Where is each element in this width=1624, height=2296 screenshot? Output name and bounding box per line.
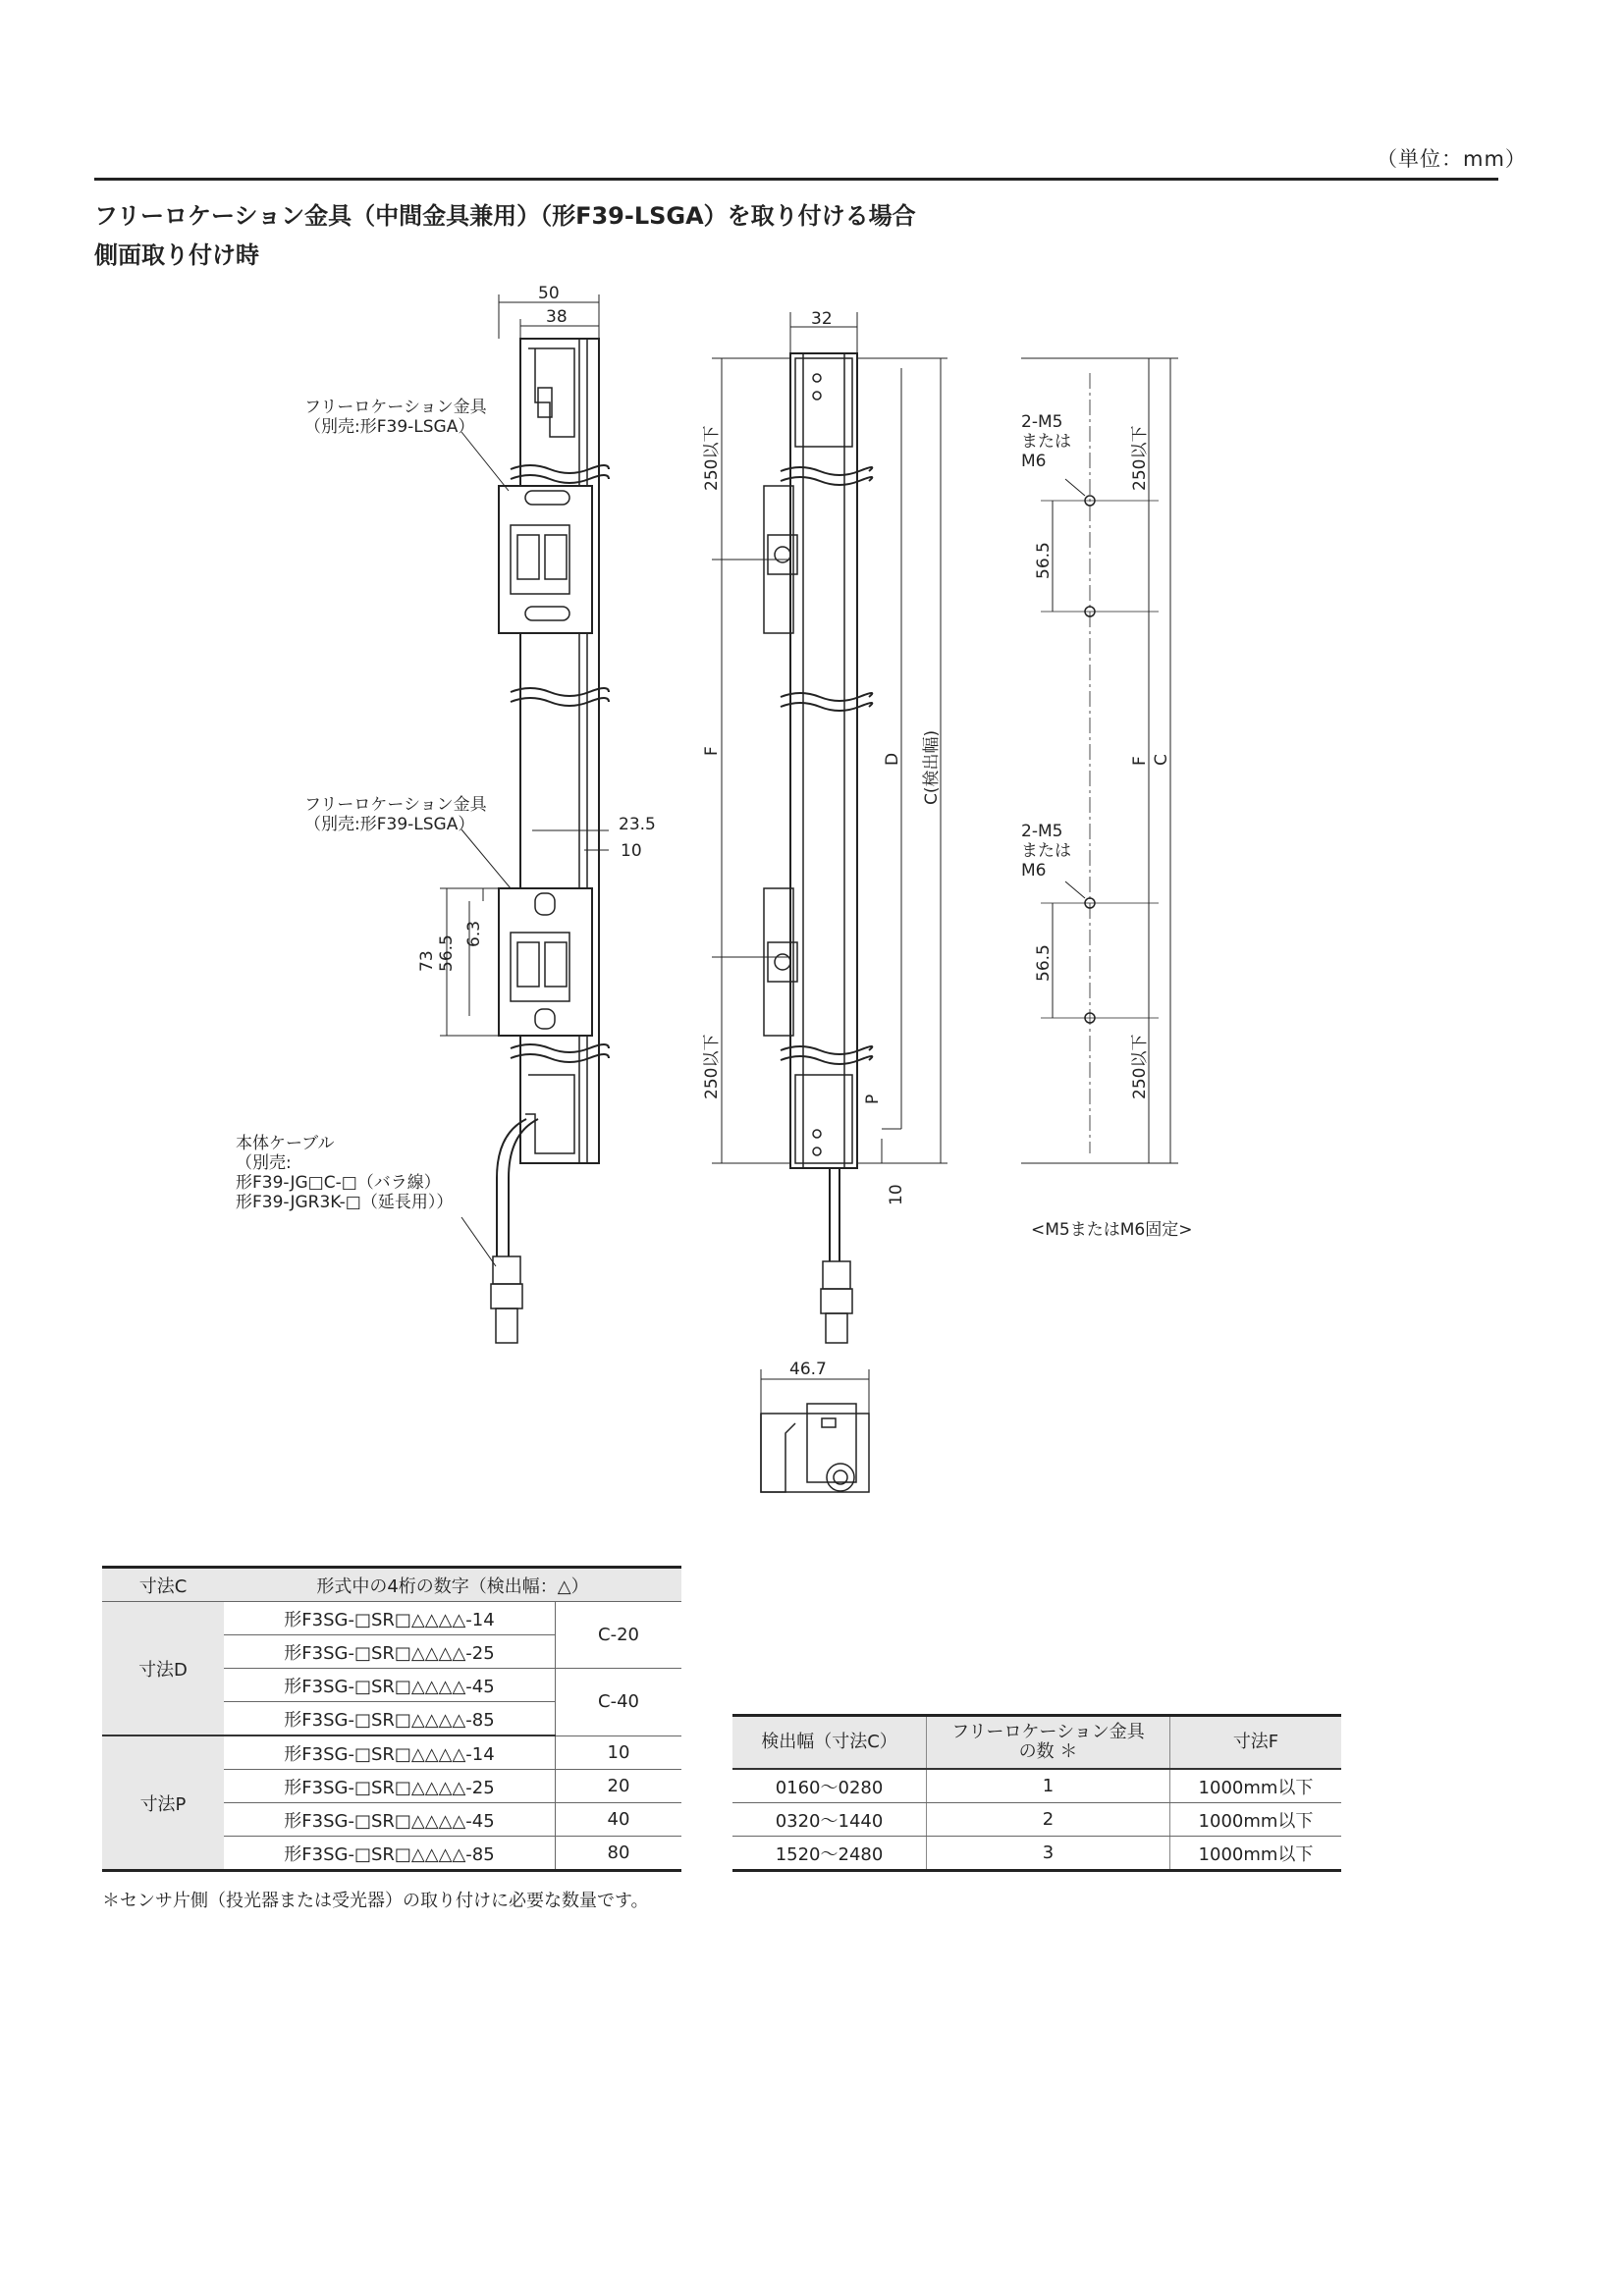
cable-label-3: 形F39-JG□C-□（バラ線） xyxy=(236,1173,441,1193)
table-row: 形F3SG-□SR□△△△△-85 xyxy=(284,1843,495,1865)
dim-250a: 250以下 xyxy=(702,425,722,491)
table-row: 形F3SG-□SR□△△△△-45 xyxy=(224,1669,556,1702)
dimension-table xyxy=(102,1566,681,1872)
table-cell: 80 xyxy=(556,1837,682,1871)
dim-250c: 250以下 xyxy=(1130,425,1150,491)
bracket-label-2b: （別売:形F39-LSGA） xyxy=(304,815,475,834)
dim-56-5c: 56.5 xyxy=(1034,944,1054,982)
dim-10a: 10 xyxy=(621,841,642,861)
table1-header-c: 寸法C xyxy=(102,1568,224,1602)
dim-23-5: 23.5 xyxy=(619,815,656,834)
hole-label-1c: M6 xyxy=(1021,452,1047,471)
hole-label-2b: または xyxy=(1021,841,1071,861)
dim-F: F xyxy=(702,746,722,756)
table-cell: 40 xyxy=(556,1803,682,1837)
table2-header-count xyxy=(927,1716,1170,1770)
hole-label-2c: M6 xyxy=(1021,861,1047,881)
table-cell: 2 xyxy=(927,1803,1170,1837)
table-cell: 20 xyxy=(556,1770,682,1803)
dim-46-7: 46.7 xyxy=(789,1360,827,1379)
dim-C-detect: C(検出幅) xyxy=(922,729,942,805)
dim-56-5b: 56.5 xyxy=(1034,542,1054,579)
bracket-label-2a: フリーロケーション金具 xyxy=(304,795,487,815)
table-row: 形F3SG-□SR□△△△△-14 xyxy=(224,1735,556,1770)
table-cell: 1000mm以下 xyxy=(1170,1803,1342,1837)
bracket-label-1a: フリーロケーション金具 xyxy=(304,398,487,417)
table2-header-count-b: の数 ＊ xyxy=(1018,1741,1078,1762)
bracket-count-table xyxy=(732,1714,1341,1872)
table-cell: 3 xyxy=(927,1837,1170,1871)
cable-label-2: （別売: xyxy=(236,1153,292,1173)
table-cell: 1000mm以下 xyxy=(1170,1837,1342,1871)
table-cell: 1000mm以下 xyxy=(1170,1769,1342,1803)
bracket-label-1b: （別売:形F39-LSGA） xyxy=(304,417,475,437)
dim-73: 73 xyxy=(417,950,437,972)
dim-250d: 250以下 xyxy=(1130,1034,1150,1099)
dim-F2: F xyxy=(1130,756,1150,766)
table-cell: 10 xyxy=(556,1735,682,1770)
cable-label-1: 本体ケーブル xyxy=(236,1134,335,1153)
table-cell: 1 xyxy=(927,1769,1170,1803)
fix-caption: <M5またはM6固定> xyxy=(1031,1220,1193,1240)
dim-10b: 10 xyxy=(887,1184,906,1205)
hole-label-2a: 2-M5 xyxy=(1021,822,1063,841)
hole-label-1a: 2-M5 xyxy=(1021,412,1063,432)
dim-50: 50 xyxy=(538,284,560,303)
table1-d-value: C-20 xyxy=(556,1602,682,1669)
table2-header-range: 検出幅（寸法C） xyxy=(732,1716,927,1770)
dim-38: 38 xyxy=(546,307,568,327)
table-cell: 0320～1440 xyxy=(732,1803,927,1837)
footnote: ＊センサ片側（投光器または受光器）の取り付けに必要な数量です。 xyxy=(102,1891,649,1911)
dim-250b: 250以下 xyxy=(702,1034,722,1099)
table-row: 形F3SG-□SR□△△△△-25 xyxy=(224,1770,556,1803)
table1-group-p: 寸法P xyxy=(102,1735,224,1871)
table-row: 形F3SG-□SR□△△△△-14 xyxy=(224,1602,556,1635)
table-row: 形F3SG-□SR□△△△△-25 xyxy=(224,1635,556,1669)
dim-32: 32 xyxy=(811,309,833,329)
page-subtitle: 側面取り付け時 xyxy=(94,241,259,269)
table-row: 形F3SG-□SR□△△△△-45 xyxy=(224,1803,556,1837)
dim-P: P xyxy=(863,1094,883,1104)
table2-header-f: 寸法F xyxy=(1170,1716,1342,1770)
hole-label-1b: または xyxy=(1021,432,1071,452)
table1-d-value: C-40 xyxy=(556,1669,682,1736)
table2-header-count-a: フリーロケーション金具 xyxy=(951,1722,1145,1742)
page-title: フリーロケーション金具（中間金具兼用）（形F39-LSGA）を取り付ける場合 xyxy=(94,202,916,230)
dim-D: D xyxy=(883,752,902,766)
table-row: 形F3SG-□SR□△△△△-85 xyxy=(224,1702,556,1736)
table-cell: 0160～0280 xyxy=(732,1769,927,1803)
cable-label-4: 形F39-JGR3K-□（延長用）） xyxy=(236,1193,454,1212)
unit-label: （単位：mm） xyxy=(1377,147,1527,171)
dim-6-3: 6.3 xyxy=(464,920,484,947)
table-cell: 1520～2480 xyxy=(775,1843,884,1865)
table1-group-d: 寸法D xyxy=(102,1602,224,1736)
center-view xyxy=(712,312,947,1492)
dim-56-5a: 56.5 xyxy=(437,934,457,972)
table1-header-model: 形式中の4桁の数字（検出幅：△） xyxy=(224,1568,681,1602)
dim-C2: C xyxy=(1152,754,1171,766)
